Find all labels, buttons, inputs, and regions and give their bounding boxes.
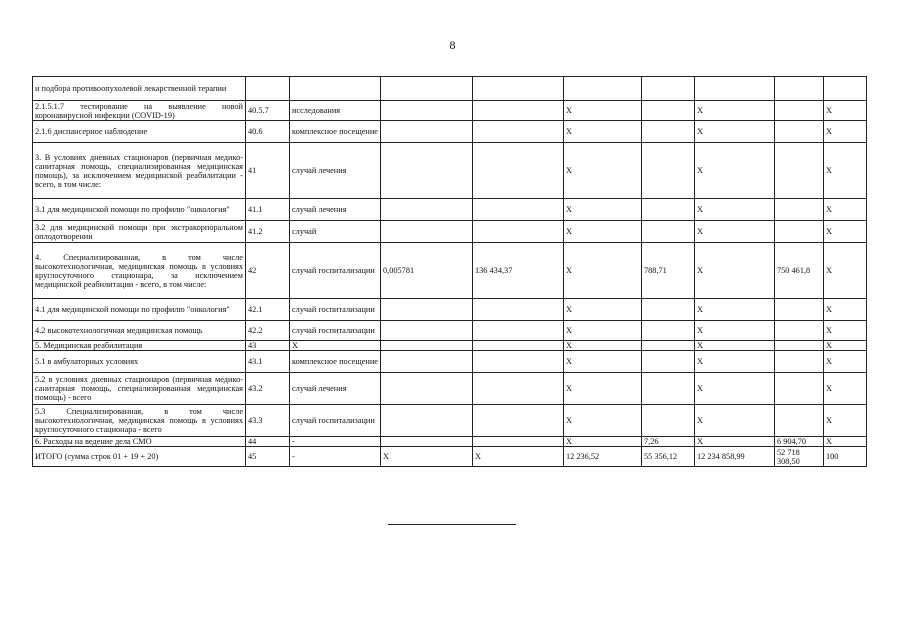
row-name: и подбора противоопухолевой лекарственной терапии [33, 77, 246, 101]
table-row [33, 405, 867, 437]
row-value-4 [381, 321, 473, 341]
row-value-4 [381, 341, 473, 351]
row-name: 3.1 для медицинской помощи по профилю "онкология" [33, 199, 246, 221]
row-unit: случай госпитализации [290, 405, 381, 437]
row-value-9 [775, 351, 824, 373]
row-unit [290, 77, 381, 101]
row-value-6: 12 236,52 [564, 447, 642, 467]
table-row [33, 437, 867, 447]
row-value-5: X [473, 447, 564, 467]
row-value-4 [381, 405, 473, 437]
table-row [33, 77, 867, 101]
row-name: 5.2 в условиях дневных стационаров (первичная медико-санитарная помощь, специализированная медицинская помощь) - всего [33, 373, 246, 405]
row-value-7 [642, 121, 695, 143]
row-value-7 [642, 321, 695, 341]
row-unit: комплексное посещение [290, 351, 381, 373]
table-row [33, 351, 867, 373]
row-value-10: X [824, 321, 867, 341]
row-value-10 [824, 77, 867, 101]
row-value-10: X [824, 437, 867, 447]
row-unit: случай лечения [290, 199, 381, 221]
row-value-7 [642, 221, 695, 243]
row-value-6: X [564, 299, 642, 321]
row-value-9 [775, 405, 824, 437]
row-name: 2.1.6 диспансерное наблюдение [33, 121, 246, 143]
row-number: 45 [246, 447, 290, 467]
row-value-7 [642, 77, 695, 101]
table-row [33, 221, 867, 243]
row-value-10: X [824, 221, 867, 243]
row-value-9 [775, 221, 824, 243]
row-value-4 [381, 121, 473, 143]
row-value-9 [775, 299, 824, 321]
row-value-9 [775, 199, 824, 221]
row-name: 5. Медицинская реабилитация [33, 341, 246, 351]
row-value-6: X [564, 373, 642, 405]
row-value-6: X [564, 405, 642, 437]
row-value-5 [473, 321, 564, 341]
row-value-5 [473, 341, 564, 351]
row-number: 40.6 [246, 121, 290, 143]
cost-table [32, 76, 867, 467]
row-value-4 [381, 299, 473, 321]
row-value-5 [473, 77, 564, 101]
row-value-4: 0,005781 [381, 243, 473, 299]
row-value-7 [642, 405, 695, 437]
row-value-6: X [564, 143, 642, 199]
row-number: 41.2 [246, 221, 290, 243]
row-unit: случай госпитализации [290, 243, 381, 299]
row-value-9 [775, 101, 824, 121]
row-value-7 [642, 101, 695, 121]
row-name: 4.2 высокотехнологичная медицинская помощь [33, 321, 246, 341]
row-value-8: X [695, 221, 775, 243]
row-value-4 [381, 437, 473, 447]
row-value-9: 750 461,8 [775, 243, 824, 299]
row-unit: комплексное посещение [290, 121, 381, 143]
table-row [33, 321, 867, 341]
row-value-8: X [695, 373, 775, 405]
row-unit: случай госпитализации [290, 299, 381, 321]
row-value-5 [473, 437, 564, 447]
table-row [33, 121, 867, 143]
table-row [33, 199, 867, 221]
table-row [33, 101, 867, 121]
row-number: 43 [246, 341, 290, 351]
table-row [33, 299, 867, 321]
row-number: 43.1 [246, 351, 290, 373]
row-value-6 [564, 77, 642, 101]
row-value-8: X [695, 101, 775, 121]
row-value-10: X [824, 121, 867, 143]
row-name: 3. В условиях дневных стационаров (первичная медико-санитарная помощь, специализированная медицинская помощь), за исключением медицинской реабилитации - всего, в том числе: [33, 143, 246, 199]
row-unit: случай госпитализации [290, 321, 381, 341]
row-value-5 [473, 199, 564, 221]
page-number: 8 [449, 38, 456, 52]
row-number: 41.1 [246, 199, 290, 221]
row-value-9 [775, 321, 824, 341]
row-value-8: X [695, 351, 775, 373]
row-value-4 [381, 101, 473, 121]
row-value-8: X [695, 121, 775, 143]
row-value-9: 52 718 308,50 [775, 447, 824, 467]
row-value-8: X [695, 437, 775, 447]
row-value-4: X [381, 447, 473, 467]
row-value-7 [642, 143, 695, 199]
row-number: 41 [246, 143, 290, 199]
row-name: ИТОГО (сумма строк 01 + 19 + 20) [33, 447, 246, 467]
row-value-10: X [824, 405, 867, 437]
row-unit: случай лечения [290, 373, 381, 405]
row-name: 5.1 в амбулаторных условиях [33, 351, 246, 373]
row-name: 3.2 для медицинской помощи при экстракорпоральном оплодотворении [33, 221, 246, 243]
row-value-6: X [564, 199, 642, 221]
row-value-9 [775, 341, 824, 351]
row-unit: X [290, 341, 381, 351]
row-value-7 [642, 351, 695, 373]
row-value-10: X [824, 243, 867, 299]
row-value-8 [695, 77, 775, 101]
row-value-8: 12 234 858,99 [695, 447, 775, 467]
row-name: 5.3 Специализированная, в том числе высокотехнологичная, медицинская помощь в условиях круглосуточного стационара - всего [33, 405, 246, 437]
row-value-8: X [695, 321, 775, 341]
row-number: 42.2 [246, 321, 290, 341]
row-number: 40.5.7 [246, 101, 290, 121]
row-value-8: X [695, 243, 775, 299]
row-value-7: 55 356,12 [642, 447, 695, 467]
row-value-4 [381, 351, 473, 373]
row-value-10: X [824, 351, 867, 373]
row-value-9 [775, 143, 824, 199]
row-value-8: X [695, 199, 775, 221]
table-row [33, 243, 867, 299]
row-value-10: X [824, 101, 867, 121]
row-value-4 [381, 143, 473, 199]
row-name: 4. Специализированная, в том числе высокотехнологичная, медицинская помощь в условиях круглосуточного стационара, за исключением медицинской реабилитации - всего, в том числе: [33, 243, 246, 299]
row-value-5 [473, 351, 564, 373]
row-unit: случай лечения [290, 143, 381, 199]
row-unit: - [290, 437, 381, 447]
row-value-6: X [564, 221, 642, 243]
row-value-8: X [695, 341, 775, 351]
row-unit: - [290, 447, 381, 467]
row-value-5 [473, 143, 564, 199]
row-value-4 [381, 221, 473, 243]
row-value-7 [642, 373, 695, 405]
row-value-10: X [824, 341, 867, 351]
row-value-10: X [824, 199, 867, 221]
row-value-7: 788,71 [642, 243, 695, 299]
row-value-9 [775, 373, 824, 405]
row-value-7 [642, 341, 695, 351]
row-value-8: X [695, 405, 775, 437]
table-row [33, 143, 867, 199]
row-number: 43.3 [246, 405, 290, 437]
row-value-7 [642, 199, 695, 221]
row-value-6: X [564, 243, 642, 299]
row-value-6: X [564, 101, 642, 121]
row-number: 43.2 [246, 373, 290, 405]
row-name: 6. Расходы на ведение дела СМО [33, 437, 246, 447]
row-name: 2.1.5.1.7 тестирование на выявление новой коронавирусной инфекции (COVID-19) [33, 101, 246, 121]
row-number: 44 [246, 437, 290, 447]
row-value-7 [642, 299, 695, 321]
row-value-5: 136 434,37 [473, 243, 564, 299]
row-value-9 [775, 77, 824, 101]
row-value-8: X [695, 143, 775, 199]
row-value-10: 100 [824, 447, 867, 467]
row-value-9: 6 904,70 [775, 437, 824, 447]
row-name: 4.1 для медицинской помощи по профилю "онкология" [33, 299, 246, 321]
row-unit: случай [290, 221, 381, 243]
row-value-5 [473, 101, 564, 121]
table-row [33, 373, 867, 405]
row-number: 42.1 [246, 299, 290, 321]
footer-line [388, 524, 516, 525]
table-row [33, 447, 867, 467]
row-value-5 [473, 405, 564, 437]
row-value-8: X [695, 299, 775, 321]
row-number: 42 [246, 243, 290, 299]
row-value-9 [775, 121, 824, 143]
row-value-6: X [564, 321, 642, 341]
row-value-6: X [564, 351, 642, 373]
row-value-10: X [824, 299, 867, 321]
row-value-6: X [564, 121, 642, 143]
table-row [33, 341, 867, 351]
row-value-6: X [564, 341, 642, 351]
row-value-10: X [824, 373, 867, 405]
row-value-7: 7,26 [642, 437, 695, 447]
row-value-4 [381, 373, 473, 405]
row-value-6: X [564, 437, 642, 447]
row-value-5 [473, 221, 564, 243]
row-value-10: X [824, 143, 867, 199]
row-value-5 [473, 299, 564, 321]
row-number [246, 77, 290, 101]
row-unit: исследования [290, 101, 381, 121]
row-value-4 [381, 77, 473, 101]
row-value-5 [473, 373, 564, 405]
row-value-5 [473, 121, 564, 143]
row-value-4 [381, 199, 473, 221]
